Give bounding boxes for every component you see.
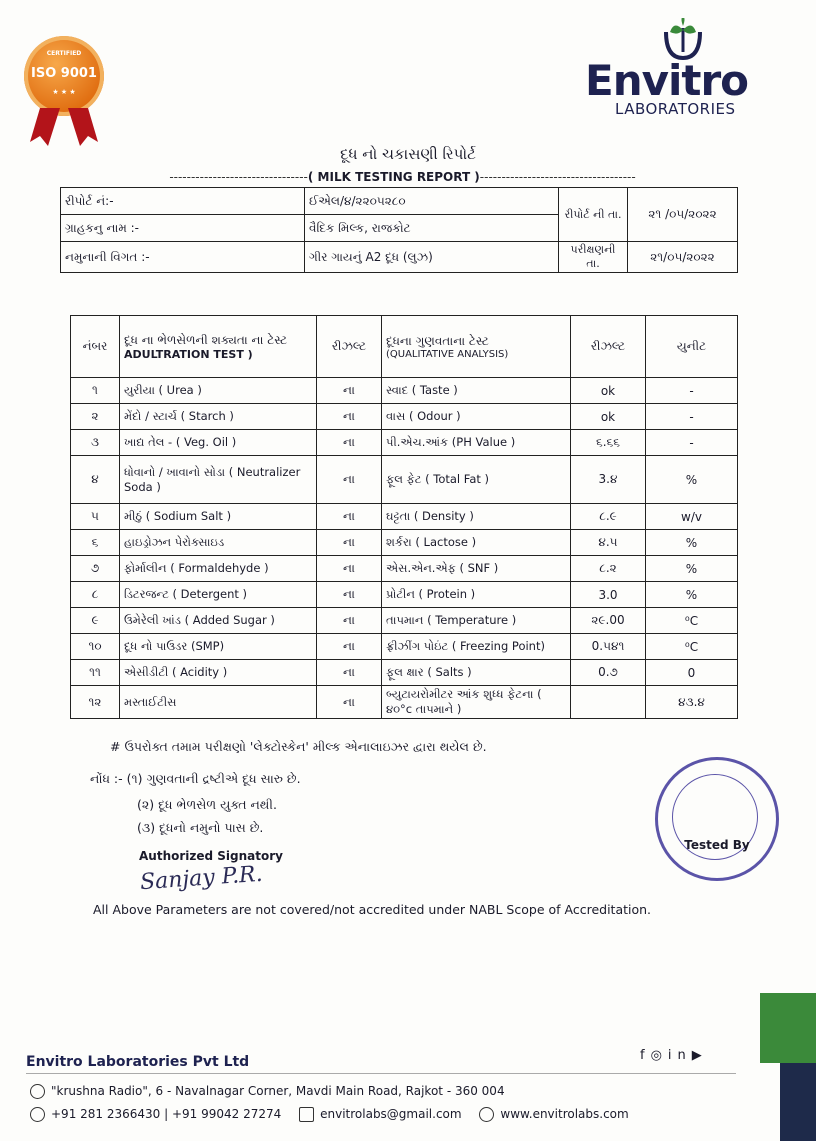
table-row: [71, 404, 738, 430]
cell-no: ૭: [71, 556, 120, 582]
cell-res: ના: [317, 530, 382, 556]
cell-unit: 0: [646, 660, 738, 686]
title-gujarati: દૂધ નો ચકાસણી રિપોર્ટ: [340, 145, 476, 163]
footer-address: "krushna Radio", 6 - Navalnagar Corner, Mavdi Main Road, Rajkot - 360 004: [30, 1084, 505, 1099]
logo-sub: LABORATORIES: [615, 100, 736, 118]
report-date-label: રીપોર્ટ ની તા.: [559, 188, 628, 242]
table-row: [71, 608, 738, 634]
cell-adult: ફોર્માલીન ( Formaldehyde ): [120, 556, 317, 582]
badge-stars: ★ ★ ★: [52, 88, 76, 96]
cell-res2: ok: [571, 404, 646, 430]
badge-iso: ISO 9001: [31, 66, 97, 81]
sample-label: નમુનાની વિગત :-: [61, 242, 305, 273]
cell-res: ના: [317, 556, 382, 582]
cell-adult: ધોવાનો / ખાવાનો સોડા ( Neutralizer Soda ): [120, 456, 317, 504]
cell-unit: %: [646, 582, 738, 608]
cell-res2: ok: [571, 378, 646, 404]
cell-qual: ફૂલ ક્ષાર ( Salts ): [382, 660, 571, 686]
cell-qual: ઘટ્ટતા ( Density ): [382, 504, 571, 530]
cell-res2: ૮.૯: [571, 504, 646, 530]
col-adult: દૂધ ના ભેળસેળની શક્યતા ના ટેસ્ટ ADULTRATION TEST ): [120, 316, 317, 378]
cell-res2: ૬.૬૬: [571, 430, 646, 456]
footer-web[interactable]: www.envitrolabs.com: [500, 1107, 629, 1121]
report-no: ઈએલ/૪/૨૨૦૫૨૮૦: [305, 188, 559, 215]
customer: વૈદિક મિલ્ક, રાજકોટ: [305, 215, 559, 242]
col-qual: દૂધના ગુણવતાના ટેસ્ટ (QUALITATIVE ANALYSIS): [382, 316, 571, 378]
cell-unit: %: [646, 556, 738, 582]
cell-unit: ⁰C: [646, 608, 738, 634]
cell-no: ૫: [71, 504, 120, 530]
cell-unit: %: [646, 456, 738, 504]
footer-contacts: [30, 1107, 629, 1122]
table-row: [71, 556, 738, 582]
cell-adult: ખાદ્ય તેલ - ( Veg. Oil ): [120, 430, 317, 456]
footer-company: Envitro Laboratories Pvt Ltd: [26, 1054, 250, 1070]
cell-qual: તાપમાન ( Temperature ): [382, 608, 571, 634]
note-1: (૧) ગુણવતાની દ્રષ્ટીએ દૂધ સારુ છે.: [126, 771, 301, 786]
footer-divider: [26, 1073, 736, 1074]
cell-res: ના: [317, 504, 382, 530]
note-2: (૨) દૂધ ભેળસેળ યુક્ત નથી.: [137, 797, 277, 812]
signature: Sanjay P.R.: [139, 861, 264, 896]
corner-green: [760, 993, 816, 1063]
footer-email[interactable]: envitrolabs@gmail.com: [320, 1107, 462, 1121]
cell-res: ના: [317, 404, 382, 430]
cell-adult: મેંદો / સ્ટાર્ચ ( Starch ): [120, 404, 317, 430]
cell-no: ૨: [71, 404, 120, 430]
youtube-icon[interactable]: ▶: [691, 1048, 708, 1063]
col-unit: યુનીટ: [646, 316, 738, 378]
cell-res: ના: [317, 608, 382, 634]
cell-res2: ૮.૨: [571, 556, 646, 582]
col-no: નંબર: [71, 316, 120, 378]
cell-res2: [571, 686, 646, 719]
cell-unit: -: [646, 430, 738, 456]
report-no-label: રીપોર્ટ નં:-: [61, 188, 305, 215]
cell-qual: પ્રોટીન ( Protein ): [382, 582, 571, 608]
test-date: ૨૧/૦૫/૨૦૨૨: [628, 242, 738, 273]
cell-no: ૧૧: [71, 660, 120, 686]
cell-no: ૧૦: [71, 634, 120, 660]
cell-res: ના: [317, 430, 382, 456]
cell-res: ના: [317, 456, 382, 504]
col-result2: રીઝલ્ટ: [571, 316, 646, 378]
phone-icon: [30, 1107, 45, 1122]
cell-no: ૮: [71, 582, 120, 608]
cell-adult: ડિટરજન્ટ ( Detergent ): [120, 582, 317, 608]
cell-no: ૯: [71, 608, 120, 634]
table-row: [71, 530, 738, 556]
cell-unit: w/v: [646, 504, 738, 530]
cell-adult: હાઇડ્રોઝન પેરોક્સાઇડ: [120, 530, 317, 556]
cell-adult: એસીડીટી ( Acidity ): [120, 660, 317, 686]
test-date-label: પરીક્ષણની તા.: [559, 242, 628, 273]
cell-res2: ૪.૫: [571, 530, 646, 556]
cell-res2: ૨૯.00: [571, 608, 646, 634]
cell-qual: પી.એચ.આંક (PH Value ): [382, 430, 571, 456]
report-date: ૨૧ /૦૫/૨૦૨૨: [628, 188, 738, 242]
cell-no: ૪: [71, 456, 120, 504]
table-row: [71, 504, 738, 530]
cell-adult: દૂધ નો પાઉડર (SMP): [120, 634, 317, 660]
cell-unit: -: [646, 404, 738, 430]
nabl-disclaimer: All Above Parameters are not covered/not accredited under NABL Scope of Accreditation.: [93, 902, 652, 917]
title-english: --------------------------------( MILK TESTING REPORT )------------------------------------: [169, 170, 636, 184]
cell-no: ૧: [71, 378, 120, 404]
cell-res2: 3.0: [571, 582, 646, 608]
cell-qual: ફૂલ ફેટ ( Total Fat ): [382, 456, 571, 504]
cell-unit: -: [646, 378, 738, 404]
sample: ગીર ગાયનું A2 દૂધ (લુઝ): [305, 242, 559, 273]
notes-label: નોંધ :-: [90, 771, 123, 786]
cell-qual: સ્વાદ ( Taste ): [382, 378, 571, 404]
instagram-icon[interactable]: ◎: [650, 1048, 668, 1063]
cell-res2: 0.૫૪૧: [571, 634, 646, 660]
globe-icon: [479, 1107, 494, 1122]
cell-unit: ૪૩.૪: [646, 686, 738, 719]
col-result: રીઝલ્ટ: [317, 316, 382, 378]
cell-unit: ⁰C: [646, 634, 738, 660]
linkedin-icon[interactable]: in: [667, 1048, 692, 1063]
cell-qual: બ્યુટાયરોમીટર આંક શુધ્ધ ફેટના ( ૪૦°c તાપમાને ): [382, 686, 571, 719]
table-row: [71, 430, 738, 456]
cell-no: ૩: [71, 430, 120, 456]
cell-adult: ઉમેરેલી ખાંડ ( Added Sugar ): [120, 608, 317, 634]
cell-res: ના: [317, 378, 382, 404]
table-row: [71, 634, 738, 660]
cell-adult: યુરીયા ( Urea ): [120, 378, 317, 404]
cell-adult: મીઠું ( Sodium Salt ): [120, 504, 317, 530]
badge-certified: CERTIFIED: [46, 50, 82, 57]
corner-navy: [780, 1063, 816, 1141]
customer-label: ગ્રાહકનુ નામ :-: [61, 215, 305, 242]
notes: [90, 771, 301, 787]
cell-res2: 0.૭: [571, 660, 646, 686]
cell-no: ૬: [71, 530, 120, 556]
table-row: [71, 686, 738, 719]
cell-adult: મસ્તાઈટીસ: [120, 686, 317, 719]
facebook-icon[interactable]: f: [640, 1048, 651, 1063]
table-row: [71, 582, 738, 608]
note-3: (૩) દૂધનો નમુનો પાસ છે.: [137, 820, 264, 835]
logo-name: Envitro: [585, 56, 749, 105]
social-icons: [640, 1048, 708, 1063]
mail-icon: [299, 1107, 314, 1122]
footnote: # ઉપરોક્ત તમામ પરીક્ષણો 'લેક્ટોસ્કેન' મીલ્ક એનાલાઇઝર દ્વારા થયેલ છે.: [110, 739, 487, 754]
cell-qual: ફ્રીઝીંગ પોઇંટ ( Freezing Point): [382, 634, 571, 660]
table-row: [71, 660, 738, 686]
cell-unit: %: [646, 530, 738, 556]
iso-badge: [24, 36, 104, 116]
header-table: [60, 187, 738, 273]
table-row: [71, 378, 738, 404]
cell-res: ના: [317, 686, 382, 719]
results-table: [70, 315, 738, 719]
cell-no: ૧૨: [71, 686, 120, 719]
cell-res: ના: [317, 660, 382, 686]
lab-stamp: [655, 757, 779, 881]
cell-res2: 3.૪: [571, 456, 646, 504]
cell-qual: વાસ ( Odour ): [382, 404, 571, 430]
stamp-tested-by: Tested By: [684, 838, 750, 852]
cell-qual: એસ.એન.એફ ( SNF ): [382, 556, 571, 582]
location-icon: [30, 1084, 45, 1099]
cell-res: ના: [317, 582, 382, 608]
cell-res: ના: [317, 634, 382, 660]
cell-qual: શર્કરા ( Lactose ): [382, 530, 571, 556]
footer-phone: +91 281 2366430 | +91 99042 27274: [51, 1107, 282, 1121]
authorized-signatory: Authorized Signatory: [139, 849, 283, 863]
table-row: [71, 456, 738, 504]
ribbon-icon: [26, 108, 102, 148]
